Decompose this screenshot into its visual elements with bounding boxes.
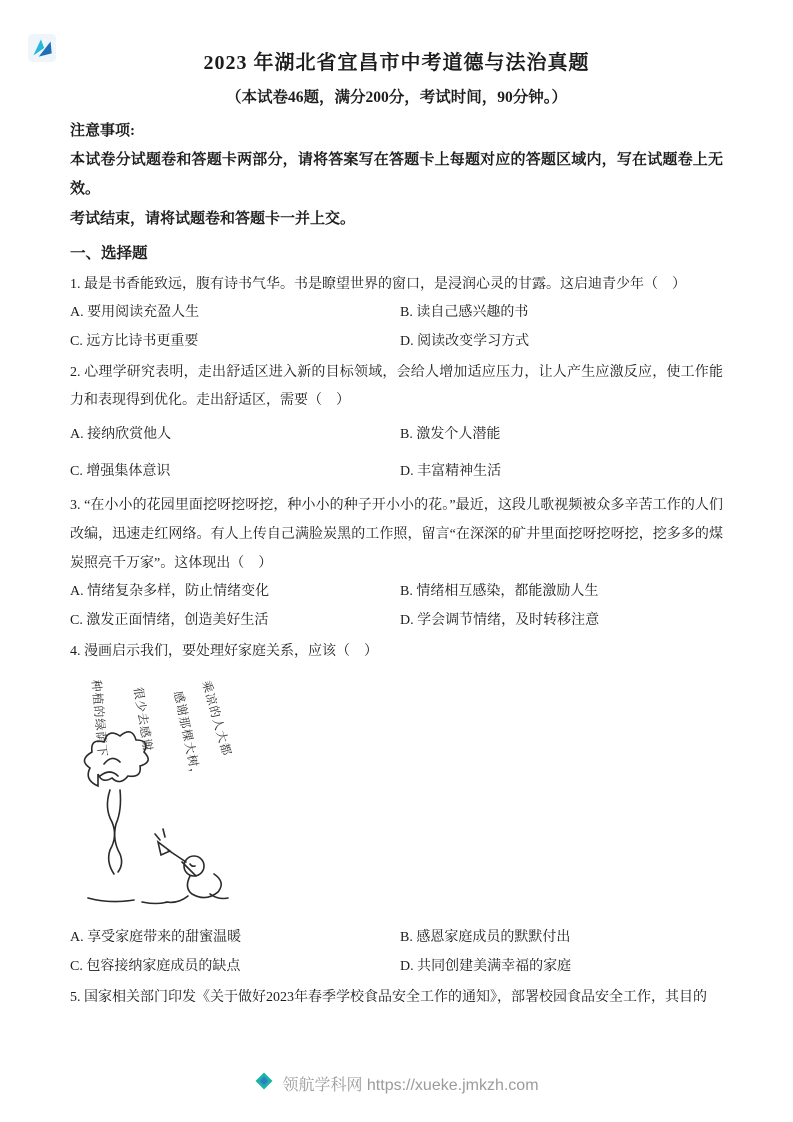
option-4d: D. 共同创建美满幸福的家庭: [400, 958, 572, 974]
option-1a: A. 要用阅读充盈人生: [70, 305, 200, 321]
site-logo-icon: [28, 34, 56, 62]
watermark-text: 领航学科网 https://xueke.jmkzh.com: [282, 1077, 539, 1094]
question-1-options: [70, 299, 723, 356]
question-4-options: [70, 924, 723, 981]
option-2d: D. 丰富精神生活: [400, 464, 502, 480]
question-1: [70, 271, 723, 357]
option-3a: A. 情绪复杂多样，防止情绪变化: [70, 584, 270, 600]
watermark-footer: [0, 1071, 793, 1096]
question-5-text: 5. 国家相关部门印发《关于做好2023年春季学校食品安全工作的通知》，部署校园食品安全工作，其目的: [70, 989, 707, 1005]
cartoon-caption-line-1: 乘凉的人大都: [199, 679, 235, 759]
question-4: [70, 638, 723, 982]
option-1b: B. 读自己感兴趣的书: [400, 305, 529, 321]
question-4-text: 4. 漫画启示我们，要处理好家庭关系，应该（ ）: [70, 643, 378, 659]
option-4c: C. 包容接纳家庭成员的缺点: [70, 958, 241, 974]
site-logo-svg: [28, 34, 56, 62]
question-3-text: 3. “在小小的花园里面挖呀挖呀挖，种小小的种子开小小的花。”最近，这段儿歌视频被众多辛苦工作的人们改编，迅速走红网络。有人上传自己满脸炭黑的工作照，留言“在深深的矿井里面挖呀挖呀挖，挖多多的煤炭照亮千万家”。这体现出（ ）: [70, 498, 723, 571]
option-3d: D. 学会调节情绪，及时转移注意: [400, 612, 600, 628]
option-3b: B. 情绪相互感染，都能激励人生: [400, 584, 599, 600]
option-4a: A. 享受家庭带来的甜蜜温暖: [70, 930, 242, 946]
notice-line-1: 本试卷分试题卷和答题卡两部分，请将答案写在答题卡上每题对应的答题区域内，写在试题卷上无效。: [70, 151, 723, 197]
option-4b: B. 感恩家庭成员的默默付出: [400, 930, 571, 946]
notice-heading: 注意事项:: [70, 123, 135, 139]
question-3: [70, 492, 723, 635]
option-2c: C. 增强集体意识: [70, 464, 171, 480]
option-2b: B. 激发个人潜能: [400, 426, 501, 442]
question-5: [70, 984, 723, 1013]
notice-line-2: 考试结束，请将试题卷和答题卡一并上交。: [70, 211, 356, 227]
option-1c: C. 远方比诗书更重要: [70, 333, 199, 349]
section-title: 一、选择题: [70, 244, 148, 262]
cartoon-caption-line-3: 很少去感谢: [131, 686, 156, 753]
option-2a: A. 接纳欣赏他人: [70, 426, 172, 442]
watermark-logo-icon: [254, 1071, 274, 1096]
question-1-text: 1. 最是书香能致远，腹有诗书气华。书是瞭望世界的窗口，是浸润心灵的甘露。这启迪青少年（ ）: [70, 276, 686, 292]
exam-subtitle: （本试卷46题，满分200分，考试时间，90分钟。）: [225, 89, 567, 106]
option-3c: C. 激发正面情绪，创造美好生活: [70, 612, 269, 628]
cartoon-sketch: [84, 732, 228, 904]
page-title: 2023 年湖北省宜昌市中考道德与法治真题: [203, 52, 590, 74]
question-2: [70, 359, 723, 491]
family-cartoon-drawing: [70, 668, 265, 918]
family-cartoon: [70, 668, 265, 918]
cartoon-caption-line-2: 感谢那棵大树，: [171, 689, 204, 782]
question-2-text: 2. 心理学研究表明，走出舒适区进入新的目标领域，会给人增加适应压力，让人产生应激反应，使工作能力和表现得到优化。走出舒适区，需要（ ）: [70, 364, 723, 409]
question-3-options: [70, 578, 723, 635]
question-2-options: [70, 416, 723, 490]
option-1d: D. 阅读改变学习方式: [400, 333, 530, 349]
cartoon-caption-line-4: 种植的绿荫下: [89, 679, 110, 759]
